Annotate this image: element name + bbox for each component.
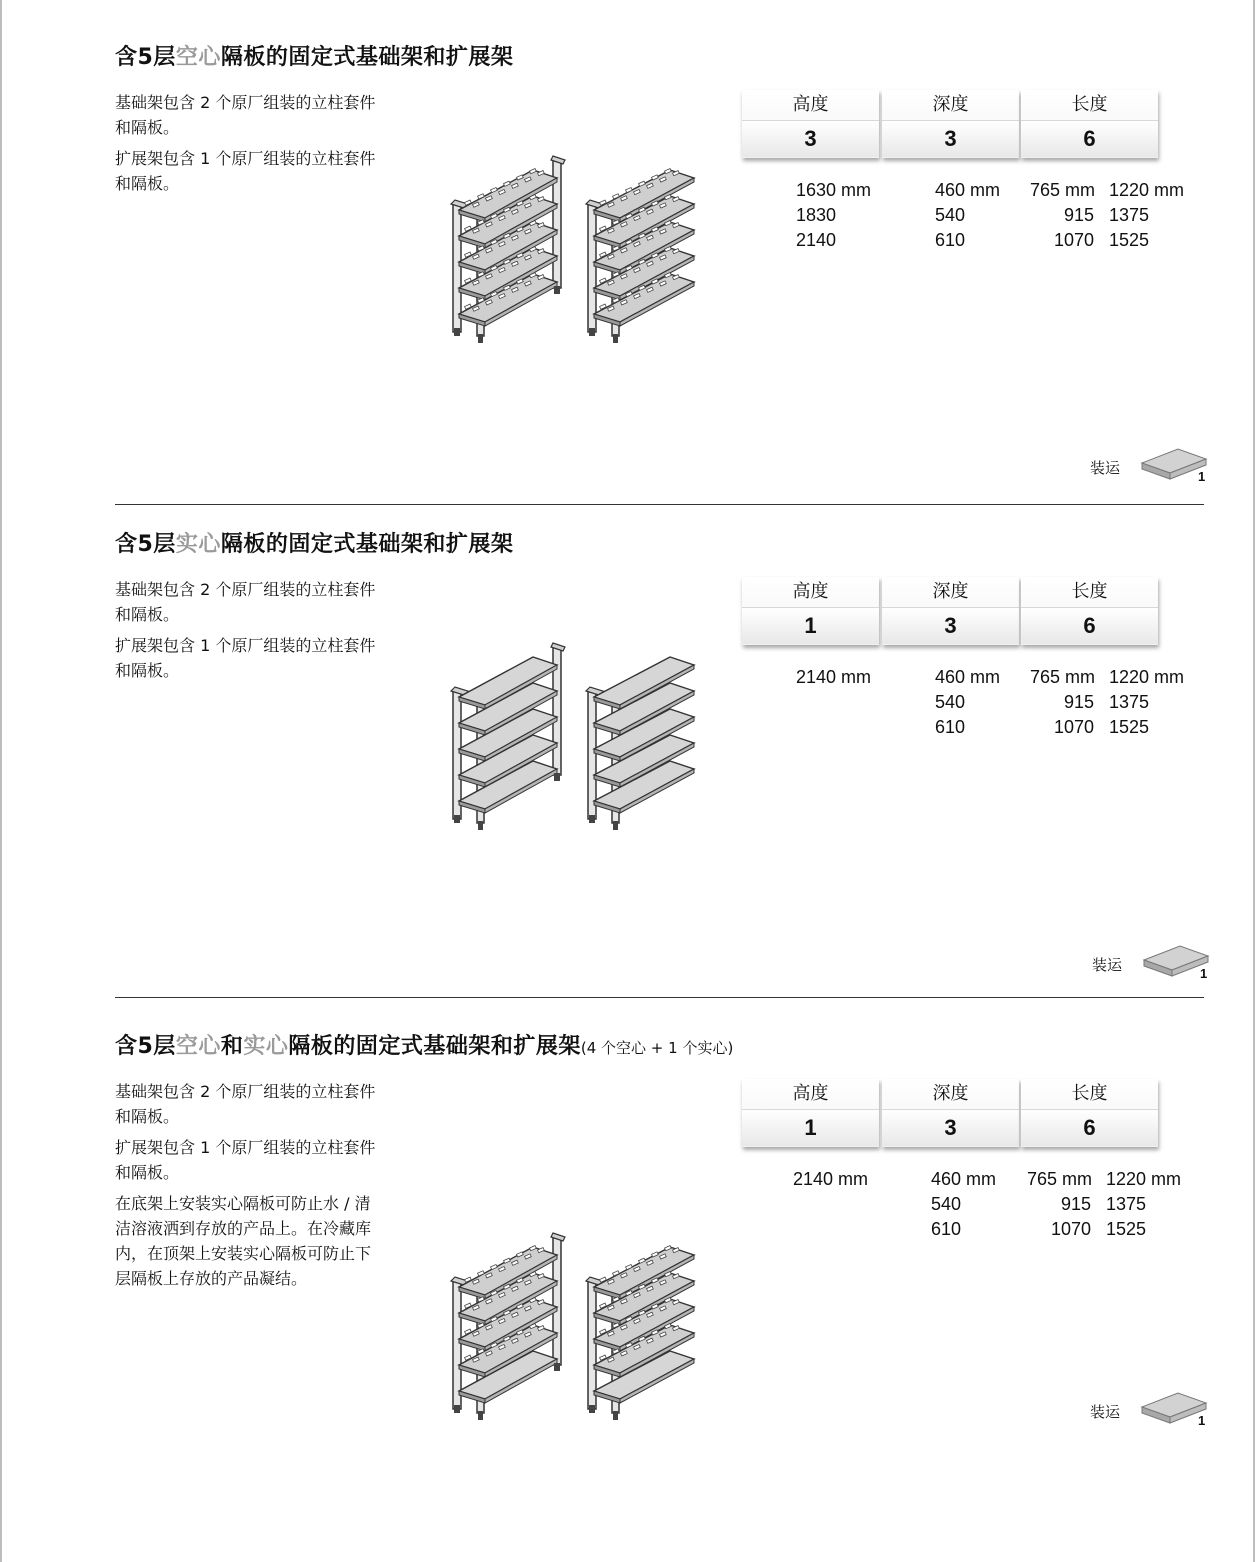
length-values-a: 765 mm 915 1070: [1030, 667, 1096, 737]
spec-col-length: 长度 6: [1021, 90, 1158, 158]
title-note: (4 个空心 + 1 个实心): [580, 1039, 734, 1057]
height-values: 2140 mm: [793, 1169, 869, 1189]
solid-shelf-note: 在底架上安装实心隔板可防止水 / 清洁溶液洒到存放的产品上。在冷藏库内，在顶架上安装实心隔板可防止下层隔板上存放的产品凝结。: [115, 1194, 372, 1288]
length-values-b: 1220 mm 1375 1525: [1109, 667, 1185, 737]
length-values-a: 765 mm 915 1070: [1030, 180, 1096, 250]
base-unit-illustration: [445, 639, 570, 834]
height-values: 2140 mm: [796, 667, 872, 687]
section-description: [115, 577, 385, 689]
depth-values: 460 mm 540 610: [935, 667, 1001, 737]
spec-col-depth: 深度 3: [882, 90, 1019, 158]
add-on-unit-text: 扩展架包含 1 个原厂组装的立柱套件和隔板。: [115, 1138, 376, 1182]
base-unit-illustration: [445, 1229, 570, 1424]
length-values-a: 765 mm 915 1070: [1027, 1169, 1093, 1239]
shipping-label: 装运: [1092, 956, 1123, 974]
foot: [454, 328, 460, 336]
pallet-count: 1: [1198, 469, 1206, 484]
base-unit-text: 基础架包含 2 个原厂组装的立柱套件和隔板。: [115, 1082, 376, 1126]
foot: [554, 286, 560, 294]
shelf-unit-drawing: [586, 657, 694, 830]
shelf-unit-drawing: [451, 643, 565, 830]
spec-col-height: 高度 1: [742, 1079, 879, 1147]
section-title: 含5层空心和实心隔板的固定式基础架和扩展架(4 个空心 + 1 个实心): [115, 1034, 734, 1059]
add-on-unit-illustration: [580, 1229, 705, 1424]
foot: [589, 1405, 595, 1413]
pallet-icon: [1140, 1389, 1208, 1429]
section-description: [115, 90, 385, 202]
height-values: 1630 mm 1830 2140: [796, 180, 872, 250]
shelf-unit-drawing: [451, 156, 565, 343]
foot: [554, 1363, 560, 1371]
depth-values: 460 mm 540 610: [935, 180, 1001, 250]
section-description: [115, 1079, 377, 1297]
pallet-icon: [1140, 445, 1208, 485]
page-border-right: [1253, 0, 1255, 1562]
shelf-unit-drawing: [586, 1246, 694, 1420]
section-divider: [115, 504, 1204, 505]
add-on-unit-illustration: [580, 639, 705, 834]
foot: [613, 334, 618, 343]
page-border-left: [0, 0, 2, 1562]
pallet-count: 1: [1198, 1413, 1206, 1428]
spec-col-height: 高度 3: [742, 90, 879, 158]
spec-col-height: 高度 1: [742, 577, 879, 645]
add-on-unit-illustration: [580, 152, 705, 347]
shipping-label: 装运: [1090, 1403, 1121, 1421]
spec-col-depth: 深度 3: [882, 1079, 1019, 1147]
foot: [613, 1411, 618, 1420]
spec-col-length: 长度 6: [1021, 1079, 1158, 1147]
base-unit-illustration: [445, 152, 570, 347]
foot: [454, 815, 460, 823]
foot: [478, 1411, 483, 1420]
foot: [589, 328, 595, 336]
foot: [454, 1405, 460, 1413]
foot: [478, 334, 483, 343]
section-divider: [115, 997, 1204, 998]
base-unit-text: 基础架包含 2 个原厂组装的立柱套件和隔板。: [115, 93, 376, 137]
add-on-unit-text: 扩展架包含 1 个原厂组装的立柱套件和隔板。: [115, 636, 376, 680]
add-on-unit-text: 扩展架包含 1 个原厂组装的立柱套件和隔板。: [115, 149, 376, 193]
base-unit-text: 基础架包含 2 个原厂组装的立柱套件和隔板。: [115, 580, 376, 624]
shipping-label: 装运: [1090, 459, 1121, 477]
length-values-b: 1220 mm 1375 1525: [1109, 180, 1185, 250]
shelf-unit-drawing: [586, 169, 694, 343]
pallet-count: 1: [1200, 966, 1208, 981]
spec-col-length: 长度 6: [1021, 577, 1158, 645]
shelf-unit-drawing: [451, 1233, 565, 1420]
length-values-b: 1220 mm 1375 1525: [1106, 1169, 1182, 1239]
section-title: 含5层实心隔板的固定式基础架和扩展架: [115, 532, 514, 557]
section-title: 含5层空心隔板的固定式基础架和扩展架: [115, 45, 514, 70]
foot: [613, 821, 618, 830]
depth-values: 460 mm 540 610: [931, 1169, 997, 1239]
foot: [589, 815, 595, 823]
spec-col-depth: 深度 3: [882, 577, 1019, 645]
foot: [554, 773, 560, 781]
pallet-icon: [1142, 942, 1210, 982]
foot: [478, 821, 483, 830]
